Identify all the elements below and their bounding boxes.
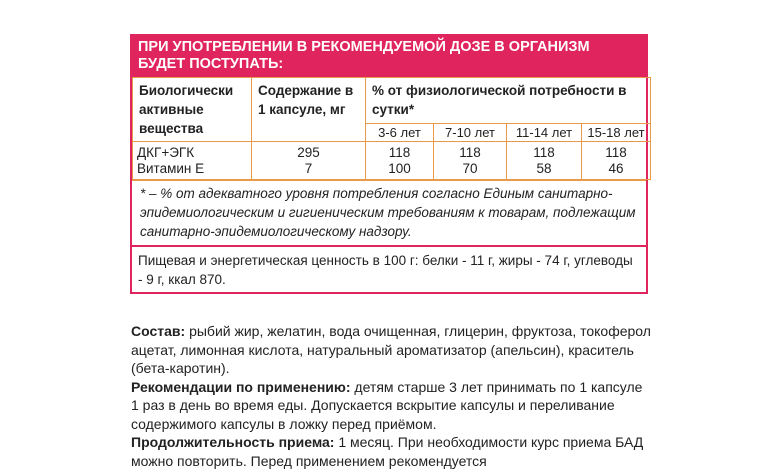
content-value: 7 xyxy=(304,161,313,176)
footnote: * – % от адекватного уровня потребления согласно Единым санитарно-эпидемиологическим и гигиеническим требованиям к товарам, подлежащим санитарно-эпидемиологическому надзору. xyxy=(132,180,646,245)
percent-values xyxy=(434,142,507,180)
recommendation-paragraph xyxy=(131,378,651,434)
nutrition-table xyxy=(132,77,651,180)
percent-value: 58 xyxy=(536,161,552,176)
percent-value: 70 xyxy=(462,161,478,176)
age-header: 15-18 лет xyxy=(582,123,651,141)
percent-values xyxy=(366,142,434,180)
substance-name: ДКГ+ЭГК xyxy=(137,145,195,160)
percent-value: 118 xyxy=(388,145,411,160)
percent-values xyxy=(582,142,651,180)
percent-values xyxy=(507,142,582,180)
substance-name: Витамин Е xyxy=(137,161,205,176)
duration-label: Продолжительность приема: xyxy=(131,434,335,450)
composition-label: Состав: xyxy=(131,323,186,339)
recommendation-label: Рекомендации по применению: xyxy=(131,378,351,395)
nutrition-panel xyxy=(130,34,648,294)
percent-value: 100 xyxy=(388,161,411,176)
percent-value: 118 xyxy=(533,145,555,160)
age-header: 11-14 лет xyxy=(507,123,582,141)
age-header: 3-6 лет xyxy=(366,123,434,141)
composition-body: рыбий жир, желатин, вода очищенная, глицерин, фруктоза, токоферол ацетат, лимонная кислота, натуральный ароматизатор (апельсин), краситель (бета-каротин). xyxy=(131,323,651,376)
duration-paragraph xyxy=(131,433,651,470)
panel-header: ПРИ УПОТРЕБЛЕНИИ В РЕКОМЕНДУЕМОЙ ДОЗЕ В ОРГАНИЗМ БУДЕТ ПОСТУПАТЬ: xyxy=(132,36,646,77)
col-header-content: Содержание в 1 капсуле, мг xyxy=(252,78,366,142)
percent-value: 118 xyxy=(459,145,481,160)
age-header: 7-10 лет xyxy=(434,123,507,141)
percent-value: 46 xyxy=(608,161,624,176)
substance-names xyxy=(133,142,252,180)
composition-paragraph xyxy=(131,322,651,378)
energy-value: Пищевая и энергетическая ценность в 100 г: белки - 11 г, жиры - 74 г, углеводы - 9 г, ккал 870. xyxy=(132,245,646,292)
recommendation-body: детям старше 3 лет принимать по 1 капсуле 1 раз в день во время еды. Допускается вскрытие капсулы и переливание содержимого капсулы в ложку перед приёмом. xyxy=(131,378,643,432)
percent-value: 118 xyxy=(605,145,627,160)
duration-body: 1 месяц. При необходимости курс приема БАД можно повторить. Перед применением рекомендуется xyxy=(131,434,644,469)
composition-text xyxy=(131,322,651,470)
table-row xyxy=(133,142,651,180)
col-header-substances: Биологически активные вещества xyxy=(133,78,252,142)
content-values xyxy=(252,142,366,180)
col-header-percent: % от физиологической потребности в сутки* xyxy=(366,78,651,124)
content-value: 295 xyxy=(297,145,320,160)
